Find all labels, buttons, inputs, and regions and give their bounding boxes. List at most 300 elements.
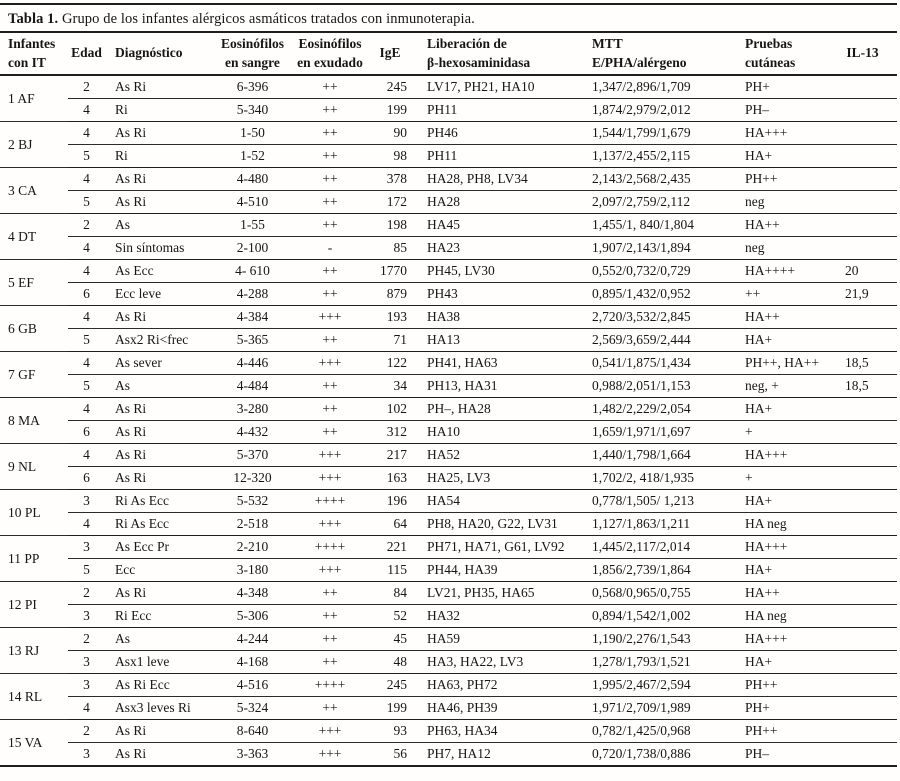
cell-mtt: 1,971/2,709/1,989 (585, 697, 740, 720)
cell-diagnostico: As Ri (105, 168, 215, 191)
cell-pruebas: HA++ (740, 214, 838, 237)
cell-eos_exudado: ++ (290, 421, 370, 444)
cell-edad: 4 (68, 99, 105, 122)
cell-diagnostico: As Ri (105, 421, 215, 444)
cell-ige: 93 (370, 720, 410, 743)
cell-liberacion: PH44, HA39 (410, 559, 585, 582)
cell-diagnostico: Asx2 Ri<frec (105, 329, 215, 352)
patient-group (0, 75, 897, 122)
cell-edad: 4 (68, 168, 105, 191)
table-row (0, 490, 897, 513)
cell-diagnostico: As Ri (105, 720, 215, 743)
col-header-eos_exudado: Eosinófilos en exudado (290, 33, 370, 75)
cell-eos_exudado: ++ (290, 168, 370, 191)
cell-pruebas: HA+ (740, 490, 838, 513)
cell-mtt: 0,988/2,051/1,153 (585, 375, 740, 398)
cell-liberacion: HA28, PH8, LV34 (410, 168, 585, 191)
col-header-mtt: MTT E/PHA/alérgeno (585, 33, 740, 75)
cell-diagnostico: As Ri (105, 122, 215, 145)
cell-il13 (838, 329, 897, 352)
cell-ige: 199 (370, 99, 410, 122)
cell-mtt: 1,659/1,971/1,697 (585, 421, 740, 444)
cell-eos_exudado: ++ (290, 191, 370, 214)
cell-il13 (838, 444, 897, 467)
cell-liberacion: PH63, HA34 (410, 720, 585, 743)
patient-group (0, 582, 897, 628)
cell-eos_sangre: 3-363 (215, 743, 290, 767)
cell-mtt: 2,097/2,759/2,112 (585, 191, 740, 214)
cell-edad: 2 (68, 214, 105, 237)
cell-edad: 3 (68, 674, 105, 697)
cell-eos_exudado: ++ (290, 375, 370, 398)
cell-pruebas: HA++ (740, 582, 838, 605)
cell-pruebas: HA neg (740, 513, 838, 536)
cell-edad: 3 (68, 605, 105, 628)
cell-ige: 193 (370, 306, 410, 329)
patient-group (0, 536, 897, 582)
cell-eos_sangre: 12-320 (215, 467, 290, 490)
table-row (0, 605, 897, 628)
table-row (0, 697, 897, 720)
cell-ige: 217 (370, 444, 410, 467)
cell-pruebas: PH++ (740, 168, 838, 191)
table-row (0, 168, 897, 191)
cell-ige: 52 (370, 605, 410, 628)
cell-diagnostico: As Ri (105, 398, 215, 421)
cell-eos_sangre: 8-640 (215, 720, 290, 743)
cell-eos_sangre: 6-396 (215, 75, 290, 99)
cell-il13 (838, 99, 897, 122)
cell-mtt: 1,856/2,739/1,864 (585, 559, 740, 582)
cell-eos_exudado: +++ (290, 467, 370, 490)
cell-edad: 4 (68, 513, 105, 536)
cell-liberacion: PH8, HA20, G22, LV31 (410, 513, 585, 536)
cell-eos_exudado: ++++ (290, 490, 370, 513)
cell-pruebas: HA+ (740, 651, 838, 674)
patient-group (0, 260, 897, 306)
cell-eos_sangre: 4-432 (215, 421, 290, 444)
cell-edad: 6 (68, 467, 105, 490)
cell-il13 (838, 122, 897, 145)
table-row (0, 329, 897, 352)
cell-eos_sangre: 4-480 (215, 168, 290, 191)
cell-eos_exudado: ++ (290, 122, 370, 145)
cell-eos_exudado: ++ (290, 145, 370, 168)
cell-eos_sangre: 1-55 (215, 214, 290, 237)
cell-ige: 48 (370, 651, 410, 674)
table-row (0, 674, 897, 697)
cell-diagnostico: As Ri Ecc (105, 674, 215, 697)
cell-edad: 5 (68, 375, 105, 398)
patient-group (0, 214, 897, 260)
cell-liberacion: LV21, PH35, HA65 (410, 582, 585, 605)
cell-eos_sangre: 3-180 (215, 559, 290, 582)
cell-diagnostico: As Ecc Pr (105, 536, 215, 559)
cell-edad: 2 (68, 582, 105, 605)
table-row (0, 306, 897, 329)
cell-pruebas: PH++ (740, 674, 838, 697)
cell-eos_sangre: 4-446 (215, 352, 290, 375)
cell-eos_sangre: 3-280 (215, 398, 290, 421)
cell-ige: 84 (370, 582, 410, 605)
table-row (0, 214, 897, 237)
cell-mtt: 1,347/2,896/1,709 (585, 75, 740, 99)
cell-eos_exudado: +++ (290, 352, 370, 375)
cell-mtt: 1,137/2,455/2,115 (585, 145, 740, 168)
cell-ige: 1770 (370, 260, 410, 283)
cell-il13 (838, 168, 897, 191)
cell-ige: 245 (370, 75, 410, 99)
header-row (0, 33, 897, 75)
col-header-ige: IgE (370, 33, 410, 75)
cell-mtt: 1,455/1, 840/1,804 (585, 214, 740, 237)
cell-liberacion: PH45, LV30 (410, 260, 585, 283)
cell-liberacion: HA54 (410, 490, 585, 513)
cell-liberacion: PH7, HA12 (410, 743, 585, 767)
cell-eos_sangre: 2-210 (215, 536, 290, 559)
cell-eos_sangre: 4-484 (215, 375, 290, 398)
cell-mtt: 1,874/2,979/2,012 (585, 99, 740, 122)
cell-edad: 5 (68, 145, 105, 168)
cell-eos_exudado: ++ (290, 697, 370, 720)
cell-il13 (838, 214, 897, 237)
table-row (0, 191, 897, 214)
cell-edad: 3 (68, 651, 105, 674)
col-header-pruebas: Pruebas cutáneas (740, 33, 838, 75)
col-header-liberacion: Liberación de β-hexosaminidasa (410, 33, 585, 75)
cell-il13 (838, 628, 897, 651)
cell-diagnostico: Ri As Ecc (105, 513, 215, 536)
cell-eos_sangre: 5-340 (215, 99, 290, 122)
cell-il13 (838, 306, 897, 329)
cell-edad: 3 (68, 536, 105, 559)
cell-pruebas: PH– (740, 99, 838, 122)
table-row (0, 628, 897, 651)
table-row (0, 582, 897, 605)
cell-liberacion: PH13, HA31 (410, 375, 585, 398)
cell-ige: 115 (370, 559, 410, 582)
cell-eos_exudado: ++ (290, 329, 370, 352)
cell-edad: 5 (68, 191, 105, 214)
patient-id: 9 NL (0, 444, 68, 490)
cell-diagnostico: As (105, 628, 215, 651)
cell-pruebas: HA+ (740, 398, 838, 421)
patient-group (0, 168, 897, 214)
cell-ige: 163 (370, 467, 410, 490)
cell-il13 (838, 237, 897, 260)
cell-liberacion: HA52 (410, 444, 585, 467)
cell-diagnostico: Asx1 leve (105, 651, 215, 674)
table-row (0, 75, 897, 99)
table-row (0, 122, 897, 145)
table-row (0, 467, 897, 490)
cell-edad: 3 (68, 743, 105, 767)
cell-edad: 2 (68, 720, 105, 743)
cell-pruebas: HA+++ (740, 536, 838, 559)
cell-eos_sangre: 5-532 (215, 490, 290, 513)
patient-id: 8 MA (0, 398, 68, 444)
cell-ige: 312 (370, 421, 410, 444)
cell-liberacion: HA25, LV3 (410, 467, 585, 490)
cell-pruebas: PH+ (740, 75, 838, 99)
cell-il13 (838, 720, 897, 743)
cell-il13: 18,5 (838, 375, 897, 398)
patient-group (0, 674, 897, 720)
cell-edad: 3 (68, 490, 105, 513)
cell-mtt: 2,143/2,568/2,435 (585, 168, 740, 191)
cell-edad: 4 (68, 398, 105, 421)
cell-edad: 4 (68, 122, 105, 145)
col-header-eos_sangre: Eosinófilos en sangre (215, 33, 290, 75)
cell-eos_exudado: ++++ (290, 674, 370, 697)
cell-edad: 5 (68, 329, 105, 352)
cell-mtt: 1,907/2,143/1,894 (585, 237, 740, 260)
cell-liberacion: HA32 (410, 605, 585, 628)
table-header (0, 33, 897, 75)
cell-eos_sangre: 4-244 (215, 628, 290, 651)
cell-eos_exudado: ++ (290, 214, 370, 237)
cell-ige: 879 (370, 283, 410, 306)
cell-eos_exudado: +++ (290, 559, 370, 582)
cell-il13 (838, 536, 897, 559)
patient-id: 6 GB (0, 306, 68, 352)
cell-diagnostico: Ecc (105, 559, 215, 582)
cell-eos_sangre: 5-306 (215, 605, 290, 628)
cell-eos_sangre: 4-288 (215, 283, 290, 306)
cell-diagnostico: As Ri (105, 444, 215, 467)
cell-pruebas: neg (740, 237, 838, 260)
cell-liberacion: HA45 (410, 214, 585, 237)
cell-pruebas: HA+ (740, 329, 838, 352)
cell-il13 (838, 674, 897, 697)
cell-pruebas: PH++, HA++ (740, 352, 838, 375)
cell-mtt: 1,702/2, 418/1,935 (585, 467, 740, 490)
cell-eos_exudado: ++ (290, 283, 370, 306)
cell-ige: 221 (370, 536, 410, 559)
cell-edad: 4 (68, 306, 105, 329)
cell-edad: 2 (68, 628, 105, 651)
cell-ige: 378 (370, 168, 410, 191)
cell-liberacion: HA10 (410, 421, 585, 444)
cell-eos_sangre: 4-516 (215, 674, 290, 697)
cell-mtt: 1,445/2,117/2,014 (585, 536, 740, 559)
table-row (0, 743, 897, 767)
patient-group (0, 720, 897, 767)
patient-group (0, 352, 897, 398)
cell-mtt: 1,482/2,229/2,054 (585, 398, 740, 421)
cell-il13 (838, 398, 897, 421)
cell-mtt: 1,440/1,798/1,664 (585, 444, 740, 467)
cell-il13 (838, 559, 897, 582)
table-row (0, 720, 897, 743)
cell-mtt: 0,541/1,875/1,434 (585, 352, 740, 375)
cell-il13 (838, 75, 897, 99)
cell-eos_sangre: 2-100 (215, 237, 290, 260)
col-header-edad: Edad (68, 33, 105, 75)
cell-pruebas: HA+++ (740, 444, 838, 467)
cell-pruebas: PH++ (740, 720, 838, 743)
table-row (0, 260, 897, 283)
cell-diagnostico: Ri Ecc (105, 605, 215, 628)
cell-edad: 2 (68, 75, 105, 99)
table-row (0, 99, 897, 122)
patient-id: 11 PP (0, 536, 68, 582)
cell-liberacion: PH–, HA28 (410, 398, 585, 421)
cell-eos_exudado: +++ (290, 306, 370, 329)
cell-eos_exudado: ++++ (290, 536, 370, 559)
cell-liberacion: LV17, PH21, HA10 (410, 75, 585, 99)
cell-diagnostico: Ri (105, 145, 215, 168)
cell-ige: 102 (370, 398, 410, 421)
patient-id: 1 AF (0, 75, 68, 122)
cell-il13 (838, 421, 897, 444)
cell-eos_sangre: 1-50 (215, 122, 290, 145)
table-row (0, 444, 897, 467)
table-1-container (0, 3, 897, 767)
cell-edad: 4 (68, 260, 105, 283)
cell-mtt: 1,278/1,793/1,521 (585, 651, 740, 674)
col-header-patient: Infantes con IT (0, 33, 68, 75)
cell-liberacion: PH41, HA63 (410, 352, 585, 375)
cell-mtt: 0,895/1,432/0,952 (585, 283, 740, 306)
cell-diagnostico: Sin síntomas (105, 237, 215, 260)
cell-liberacion: HA46, PH39 (410, 697, 585, 720)
cell-mtt: 1,127/1,863/1,211 (585, 513, 740, 536)
cell-il13: 21,9 (838, 283, 897, 306)
cell-pruebas: neg (740, 191, 838, 214)
cell-mtt: 1,544/1,799/1,679 (585, 122, 740, 145)
col-header-il13: IL-13 (838, 33, 897, 75)
cell-mtt: 2,569/3,659/2,444 (585, 329, 740, 352)
allergy-immunotherapy-table (0, 33, 897, 767)
cell-diagnostico: As Ri (105, 306, 215, 329)
cell-liberacion: HA3, HA22, LV3 (410, 651, 585, 674)
cell-ige: 172 (370, 191, 410, 214)
table-row (0, 513, 897, 536)
cell-pruebas: neg, + (740, 375, 838, 398)
cell-eos_sangre: 4- 610 (215, 260, 290, 283)
cell-diagnostico: As Ri (105, 75, 215, 99)
cell-mtt: 0,782/1,425/0,968 (585, 720, 740, 743)
cell-liberacion: HA28 (410, 191, 585, 214)
cell-ige: 198 (370, 214, 410, 237)
cell-il13 (838, 582, 897, 605)
table-row (0, 237, 897, 260)
cell-eos_exudado: +++ (290, 743, 370, 767)
cell-pruebas: ++ (740, 283, 838, 306)
cell-liberacion: PH43 (410, 283, 585, 306)
cell-diagnostico: As (105, 375, 215, 398)
cell-diagnostico: Asx3 leves Ri (105, 697, 215, 720)
cell-pruebas: HA++++ (740, 260, 838, 283)
cell-pruebas: HA+++ (740, 122, 838, 145)
cell-eos_sangre: 4-510 (215, 191, 290, 214)
cell-liberacion: PH46 (410, 122, 585, 145)
cell-diagnostico: As Ri (105, 743, 215, 767)
patient-id: 3 CA (0, 168, 68, 214)
cell-mtt: 1,190/2,276/1,543 (585, 628, 740, 651)
cell-diagnostico: Ri (105, 99, 215, 122)
cell-il13: 18,5 (838, 352, 897, 375)
cell-mtt: 0,778/1,505/ 1,213 (585, 490, 740, 513)
cell-il13 (838, 743, 897, 767)
cell-pruebas: + (740, 467, 838, 490)
cell-pruebas: + (740, 421, 838, 444)
cell-ige: 64 (370, 513, 410, 536)
cell-ige: 85 (370, 237, 410, 260)
cell-ige: 122 (370, 352, 410, 375)
cell-il13 (838, 467, 897, 490)
cell-il13 (838, 605, 897, 628)
cell-eos_exudado: ++ (290, 651, 370, 674)
cell-pruebas: HA neg (740, 605, 838, 628)
cell-diagnostico: As sever (105, 352, 215, 375)
cell-il13 (838, 490, 897, 513)
cell-eos_sangre: 5-370 (215, 444, 290, 467)
cell-ige: 56 (370, 743, 410, 767)
cell-ige: 98 (370, 145, 410, 168)
patient-group (0, 306, 897, 352)
cell-eos_exudado: ++ (290, 582, 370, 605)
cell-il13 (838, 145, 897, 168)
cell-eos_sangre: 4-384 (215, 306, 290, 329)
cell-eos_sangre: 2-518 (215, 513, 290, 536)
table-row (0, 421, 897, 444)
cell-liberacion: HA63, PH72 (410, 674, 585, 697)
cell-mtt: 2,720/3,532/2,845 (585, 306, 740, 329)
cell-pruebas: HA+++ (740, 628, 838, 651)
patient-id: 10 PL (0, 490, 68, 536)
cell-pruebas: PH– (740, 743, 838, 767)
cell-il13 (838, 513, 897, 536)
cell-liberacion: PH71, HA71, G61, LV92 (410, 536, 585, 559)
patient-id: 7 GF (0, 352, 68, 398)
cell-diagnostico: As Ecc (105, 260, 215, 283)
cell-edad: 6 (68, 421, 105, 444)
cell-edad: 4 (68, 444, 105, 467)
cell-edad: 4 (68, 237, 105, 260)
cell-eos_sangre: 1-52 (215, 145, 290, 168)
cell-ige: 45 (370, 628, 410, 651)
patient-group (0, 628, 897, 674)
cell-pruebas: HA++ (740, 306, 838, 329)
cell-pruebas: HA+ (740, 559, 838, 582)
cell-eos_sangre: 4-348 (215, 582, 290, 605)
cell-ige: 199 (370, 697, 410, 720)
cell-ige: 245 (370, 674, 410, 697)
patient-id: 4 DT (0, 214, 68, 260)
cell-edad: 5 (68, 559, 105, 582)
cell-liberacion: HA13 (410, 329, 585, 352)
cell-diagnostico: As Ri (105, 191, 215, 214)
cell-eos_sangre: 4-168 (215, 651, 290, 674)
table-row (0, 559, 897, 582)
cell-diagnostico: Ecc leve (105, 283, 215, 306)
cell-ige: 196 (370, 490, 410, 513)
patient-group (0, 122, 897, 168)
cell-pruebas: HA+ (740, 145, 838, 168)
patient-id: 5 EF (0, 260, 68, 306)
cell-eos_exudado: ++ (290, 605, 370, 628)
cell-il13: 20 (838, 260, 897, 283)
patient-group (0, 490, 897, 536)
cell-liberacion: HA59 (410, 628, 585, 651)
cell-diagnostico: As Ri (105, 582, 215, 605)
cell-edad: 4 (68, 352, 105, 375)
cell-mtt: 0,552/0,732/0,729 (585, 260, 740, 283)
cell-edad: 4 (68, 697, 105, 720)
cell-liberacion: HA38 (410, 306, 585, 329)
